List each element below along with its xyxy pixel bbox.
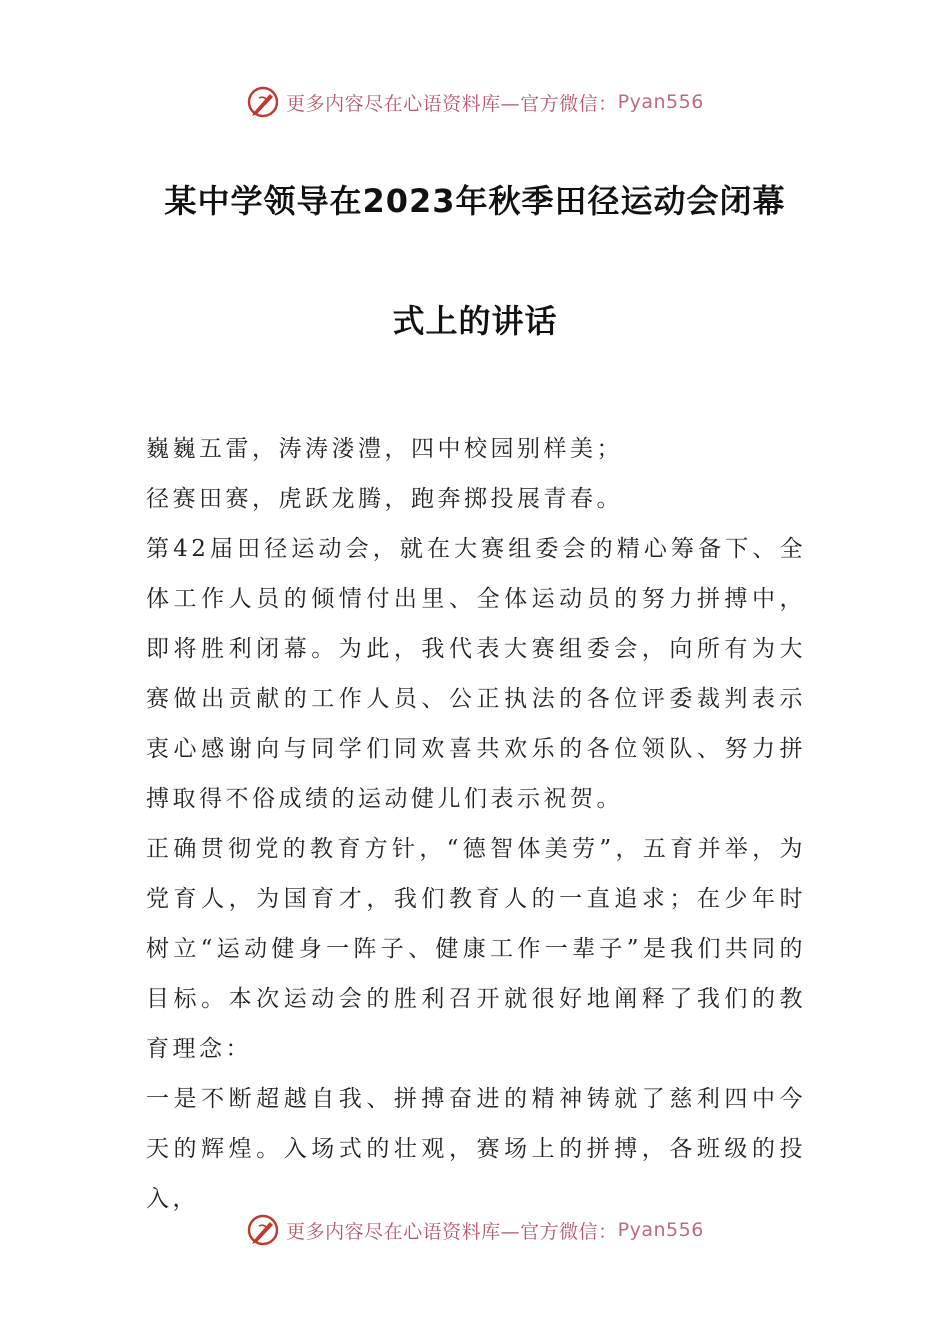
banner-wechat-id: Pyan556 (617, 91, 704, 113)
paragraph: 径赛田赛，虎跃龙腾，跑奔掷投展青春。 (146, 486, 623, 512)
paragraph: 第42届田径运动会，就在大赛组委会的精心筹备下、全体工作人员的倾情付出里、全体运动员的努力拼搏中，即将胜利闭幕。为此，我代表大赛组委会，向所有为大赛做出贡献的工作人员、公正执法的各位评委裁判表示衷心感谢向与同学们同欢喜共欢乐的各位领队、努力拼搏取得不俗成绩的运动健儿们表示祝贺。 (146, 536, 806, 812)
document-body (146, 424, 806, 1224)
pen-logo-icon (246, 85, 280, 119)
pen-logo-icon (246, 1213, 280, 1247)
footer-banner (0, 1210, 950, 1250)
banner-wechat-id: Pyan556 (617, 1219, 704, 1241)
paragraph: 正确贯彻党的教育方针，“德智体美劳”，五育并举，为党育人，为国育才，我们教育人的一直追求；在少年时树立“运动健身一阵子、健康工作一辈子”是我们共同的目标。本次运动会的胜利召开就很好地阐释了我们的教育理念： (146, 836, 806, 1062)
paragraph: 巍巍五雷，涛涛溇澧，四中校园别样美； (146, 436, 623, 462)
document-title-line-2: 式上的讲话 (392, 302, 558, 340)
document-title-line-1: 某中学领导在2023年秋季田径运动会闭幕 (164, 182, 786, 220)
banner-text: 更多内容尽在心语资料库—官方微信： (286, 92, 618, 115)
header-banner (0, 82, 950, 122)
banner-text: 更多内容尽在心语资料库—官方微信： (286, 1220, 618, 1243)
paragraph: 一是不断超越自我、拼搏奋进的精神铸就了慈利四中今天的辉煌。入场式的壮观，赛场上的拼搏，各班级的投入， (146, 1086, 806, 1212)
